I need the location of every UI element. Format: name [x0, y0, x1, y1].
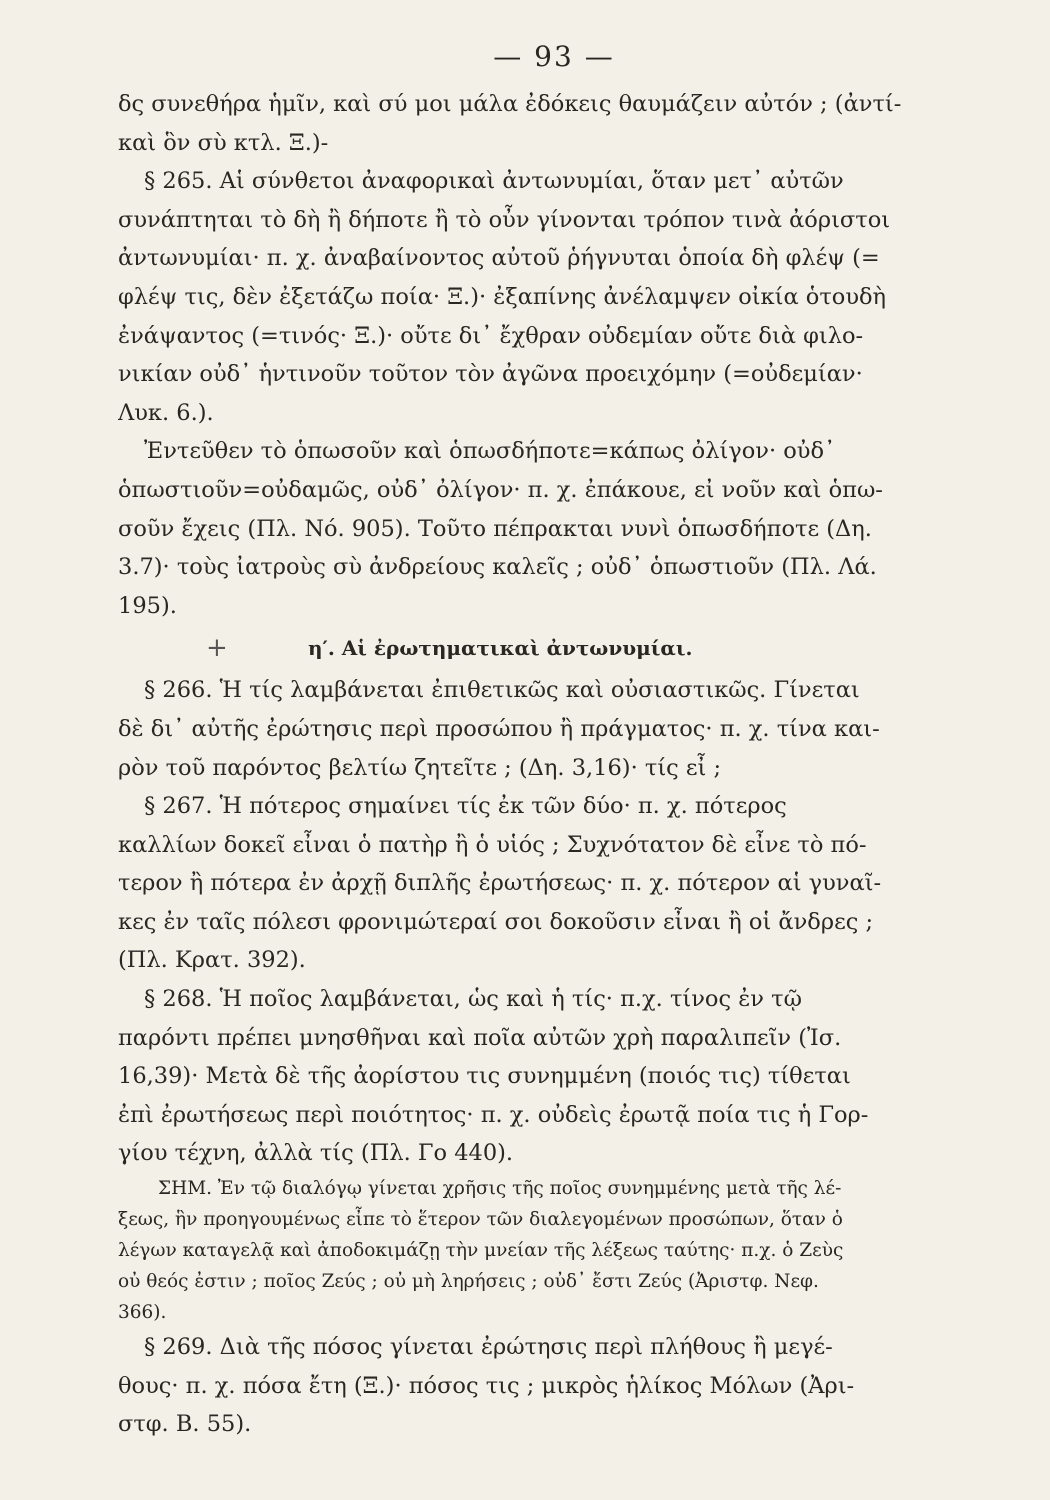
text-line: 3.7)· τοὺς ἰατροὺς σὺ ἀνδρείους καλεῖς ; οὐδ᾽ ὁπωστιοῦν (Πλ. Λά. [118, 554, 877, 581]
note-line: ξεως, ἣν προηγουμένως εἶπε τὸ ἕτερον τῶν διαλεγομένων προσώπων, ὅταν ὁ [118, 1209, 843, 1231]
text-line: § 267. Ἡ πότερος σημαίνει τίς ἐκ τῶν δύο· π. χ. πότερος [144, 793, 787, 820]
text-line: § 265. Αἱ σύνθετοι ἀναφορικαὶ ἀντωνυμίαι, ὅταν μετ᾽ αὐτῶν [144, 168, 844, 195]
section-heading: η′. Αἱ ἐρωτηματικαὶ ἀντωνυμίαι. [308, 636, 693, 661]
section-267 [118, 787, 970, 980]
section-269 [118, 1328, 970, 1444]
text-line: ἐνάψαντος (=τινός· Ξ.)· οὔτε δι᾽ ἔχθραν οὐδεμίαν οὔτε διὰ φιλο- [118, 322, 864, 349]
text-line: ὁπωστιοῦν=οὐδαμῶς, οὐδ᾽ ὀλίγον· π. χ. ἐπάκουε, εἰ νοῦν καὶ ὁπω- [118, 476, 883, 503]
text-line: § 268. Ἡ ποῖος λαμβάνεται, ὡς καὶ ἡ τίς· π.χ. τίνος ἐν τῷ [144, 986, 802, 1013]
text-line: ρὸν τοῦ παρόντος βελτίω ζητεῖτε ; (Δη. 3,16)· τίς εἶ ; [118, 754, 722, 781]
section-266 [118, 671, 970, 787]
text-line: θους· π. χ. πόσα ἔτη (Ξ.)· πόσος τις ; μικρὸς ἡλίκος Μόλων (Ἀρι- [118, 1372, 855, 1399]
text-line: στφ. Β. 55). [118, 1411, 252, 1438]
text-line: 195). [118, 592, 177, 619]
text-line: § 269. Διὰ τῆς πόσος γίνεται ἐρώτησις περὶ πλήθους ἢ μεγέ- [144, 1334, 833, 1361]
text-line: τερον ἢ πότερα ἐν ἀρχῇ διπλῆς ἐρωτήσεως· π. χ. πότερον αἱ γυναῖ- [118, 870, 882, 897]
margin-cross-mark: + [206, 633, 228, 663]
text-line: Ἐντεῦθεν τὸ ὁπωσοῦν καὶ ὁπωσδήποτε=κάπως ὀλίγον· οὐδ᾽ [144, 438, 836, 465]
paragraph-enteuthen [118, 432, 970, 625]
text-line: (Πλ. Κρατ. 392). [118, 947, 306, 974]
text-line: δὲ δι᾽ αὐτῆς ἐρώτησις περὶ προσώπου ἢ πράγματος· π. χ. τίνα και- [118, 715, 880, 742]
text-line: φλέψ τις, δὲν ἐξετάζω ποία· Ξ.)· ἐξαπίνης ἀνέλαμψεν οἰκία ὁτουδὴ [118, 283, 887, 310]
continued-paragraph [118, 85, 970, 162]
footnote-sem [118, 1173, 970, 1328]
text-line: καλλίων δοκεῖ εἶναι ὁ πατὴρ ἢ ὁ υἱός ; Συχνότατον δὲ εἶνε τὸ πό- [118, 831, 867, 858]
note-line: οὐ θεός ἐστιν ; ποῖος Ζεύς ; οὐ μὴ ληρήσεις ; οὐδ᾽ ἔστι Ζεύς (Ἀριστφ. Νεφ. [118, 1271, 819, 1293]
text-line: ἀντωνυμίαι· π. χ. ἀναβαίνοντος αὐτοῦ ῥήγνυται ὁποία δὴ φλέψ (= [118, 245, 880, 272]
note-line: 366). [118, 1302, 167, 1324]
section-265 [118, 162, 970, 432]
text-line: σοῦν ἔχεις (Πλ. Νό. 905). Τοῦτο πέπρακται νυνὶ ὁπωσδήποτε (Δη. [118, 515, 872, 542]
text-line: γίου τέχνη, ἀλλὰ τίς (Πλ. Γο 440). [118, 1140, 514, 1167]
text-line: συνάπτηται τὸ δὴ ἢ δήποτε ἢ τὸ οὖν γίνονται τρόπον τινὰ ἀόριστοι [118, 206, 891, 233]
text-line: 16,39)· Μετὰ δὲ τῆς ἀορίστου τις συνημμένη (ποιός τις) τίθεται [118, 1063, 851, 1090]
note-line: ΣΗΜ. Ἐν τῷ διαλόγῳ γίνεται χρῆσις τῆς ποῖος συνημμένης μετὰ τῆς λέ- [158, 1178, 842, 1200]
note-line: λέγων καταγελᾷ καὶ ἀποδοκιμάζῃ τὴν μνείαν τῆς λέξεως ταύτης· π.χ. ὁ Ζεὺς [118, 1240, 844, 1262]
text-line: παρόντι πρέπει μνησθῆναι καὶ ποῖα αὐτῶν χρὴ παραλιπεῖν (Ἰσ. [118, 1024, 842, 1051]
text-line: ἐπὶ ἐρωτήσεως περὶ ποιότητος· π. χ. οὐδεὶς ἐρωτᾷ ποία τις ἡ Γορ- [118, 1101, 869, 1128]
text-line: § 266. Ἡ τίς λαμβάνεται ἐπιθετικῶς καὶ οὐσιαστικῶς. Γίνεται [144, 677, 860, 704]
text-line: καὶ ὃν σὺ κτλ. Ξ.)- [118, 129, 329, 156]
text-line: νικίαν οὐδ᾽ ἡντινοῦν τοῦτον τὸν ἀγῶνα προειχόμην (=οὐδεμίαν· [118, 361, 863, 388]
text-line: δς συνεθήρα ἡμῖν, καὶ σύ μοι μάλα ἐδόκεις θαυμάζειν αὐτόν ; (ἀντί- [118, 91, 902, 117]
section-268 [118, 980, 970, 1173]
text-line: Λυκ. 6.). [118, 399, 214, 426]
page-number: — 93 — [493, 40, 615, 73]
text-line: κες ἐν ταῖς πόλεσι φρονιμώτεραί σοι δοκοῦσιν εἶναι ἢ οἱ ἄνδρες ; [118, 908, 874, 935]
